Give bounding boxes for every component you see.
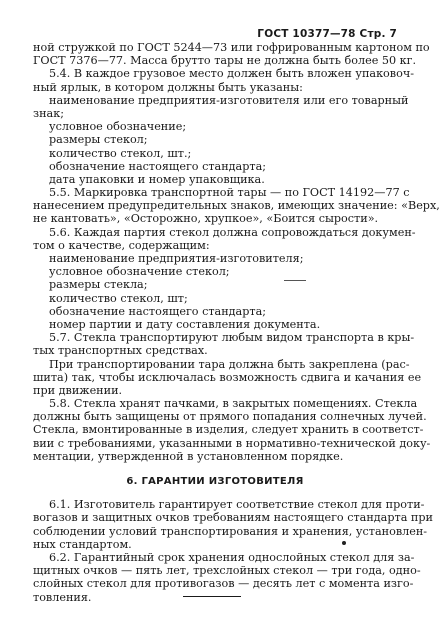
section-heading: 6. ГАРАНТИИ ИЗГОТОВИТЕЛЯ bbox=[126, 476, 304, 487]
text-line: знак; bbox=[33, 106, 64, 120]
text-line: 6.1. Изготовитель гарантирует соответствие стекол для проти- bbox=[49, 498, 425, 512]
section-6-text bbox=[33, 498, 434, 604]
document-body bbox=[33, 41, 440, 604]
text-line: ментации, утвержденной в установленном порядке. bbox=[33, 449, 344, 463]
section-5-text bbox=[33, 41, 440, 463]
text-line: условное обозначение стекол; bbox=[49, 265, 230, 279]
text-line: обозначение настоящего стандарта; bbox=[49, 304, 267, 318]
text-line: 6.2. Гарантийный срок хранения однослойных стекол для за- bbox=[49, 550, 415, 564]
text-line: номер партии и дату составления документа. bbox=[49, 317, 321, 331]
text-line: ГОСТ 7376—77. Масса брутто тары не должна быть более 50 кг. bbox=[33, 54, 417, 68]
text-line: 5.4. В каждое грузовое место должен быть вложен упаковоч- bbox=[49, 67, 415, 81]
text-line: 5.7. Стекла транспортируют любым видом транспорта в кры- bbox=[49, 331, 415, 345]
text-line: соблюдении условий транспортирования и хранения, установлен- bbox=[33, 524, 428, 538]
text-line: 5.5. Маркировка транспортной тары — по ГОСТ 14192—77 с bbox=[49, 186, 410, 200]
text-line: ный ярлык, в котором должны быть указаны: bbox=[33, 80, 303, 94]
text-line: Стекла, вмонтированные в изделия, следует хранить в соответст- bbox=[33, 423, 424, 437]
text-line: должны быть защищены от прямого попадания солнечных лучей. bbox=[33, 410, 427, 424]
text-line: тых транспортных средствах. bbox=[33, 344, 208, 358]
text-line: нанесением предупредительных знаков, имеющих значение: «Верх, bbox=[33, 199, 440, 213]
text-line: наименование предприятия-изготовителя; bbox=[49, 252, 304, 265]
text-line: условное обозначение; bbox=[49, 120, 187, 134]
text-line: не кантовать», «Осторожно, хрупкое», «Боится сырости». bbox=[33, 212, 379, 226]
text-line: слойных стекол для противогазов — десять лет с момента изго- bbox=[33, 577, 414, 591]
text-line: обозначение настоящего стандарта; bbox=[49, 159, 267, 173]
text-line: наименование предприятия-изготовителя или его товарный bbox=[49, 93, 409, 107]
text-line: дата упаковки и номер упаковщика. bbox=[49, 172, 265, 186]
text-line: при движении. bbox=[33, 383, 123, 397]
end-rule bbox=[183, 596, 241, 597]
text-line: ных стандартом. bbox=[33, 537, 132, 551]
text-line: количество стекол, шт; bbox=[49, 291, 188, 305]
text-line: 5.8. Стекла хранят пачками, в закрытых помещениях. Стекла bbox=[49, 397, 418, 411]
text-line: размеры стекол; bbox=[49, 133, 148, 147]
text-line: товления. bbox=[33, 590, 92, 604]
text-line: размеры стекла; bbox=[49, 278, 148, 292]
text-line: вогазов и защитных очков требованиям настоящего стандарта при bbox=[33, 511, 434, 525]
text-line: 5.6. Каждая партия стекол должна сопровождаться докумен- bbox=[49, 225, 416, 239]
stray-dot bbox=[342, 541, 346, 545]
text-line: шита) так, чтобы исключалась возможность сдвига и качания ее bbox=[33, 370, 422, 384]
text-line: При транспортировании тара должна быть закреплена (рас- bbox=[49, 357, 410, 371]
text-line: щитных очков — пять лет, трехслойных стекол — три года, одно- bbox=[33, 564, 421, 578]
page-header: ГОСТ 10377—78 Стр. 7 bbox=[257, 28, 397, 40]
text-line: вии с требованиями, указанными в нормативно-технической доку- bbox=[33, 436, 431, 450]
text-line: ной стружкой по ГОСТ 5244—73 или гофрированным картоном по bbox=[33, 41, 430, 54]
text-line: количество стекол, шт.; bbox=[49, 146, 192, 160]
text-line: том о качестве, содержащим: bbox=[33, 238, 210, 252]
stray-mark bbox=[284, 280, 306, 281]
